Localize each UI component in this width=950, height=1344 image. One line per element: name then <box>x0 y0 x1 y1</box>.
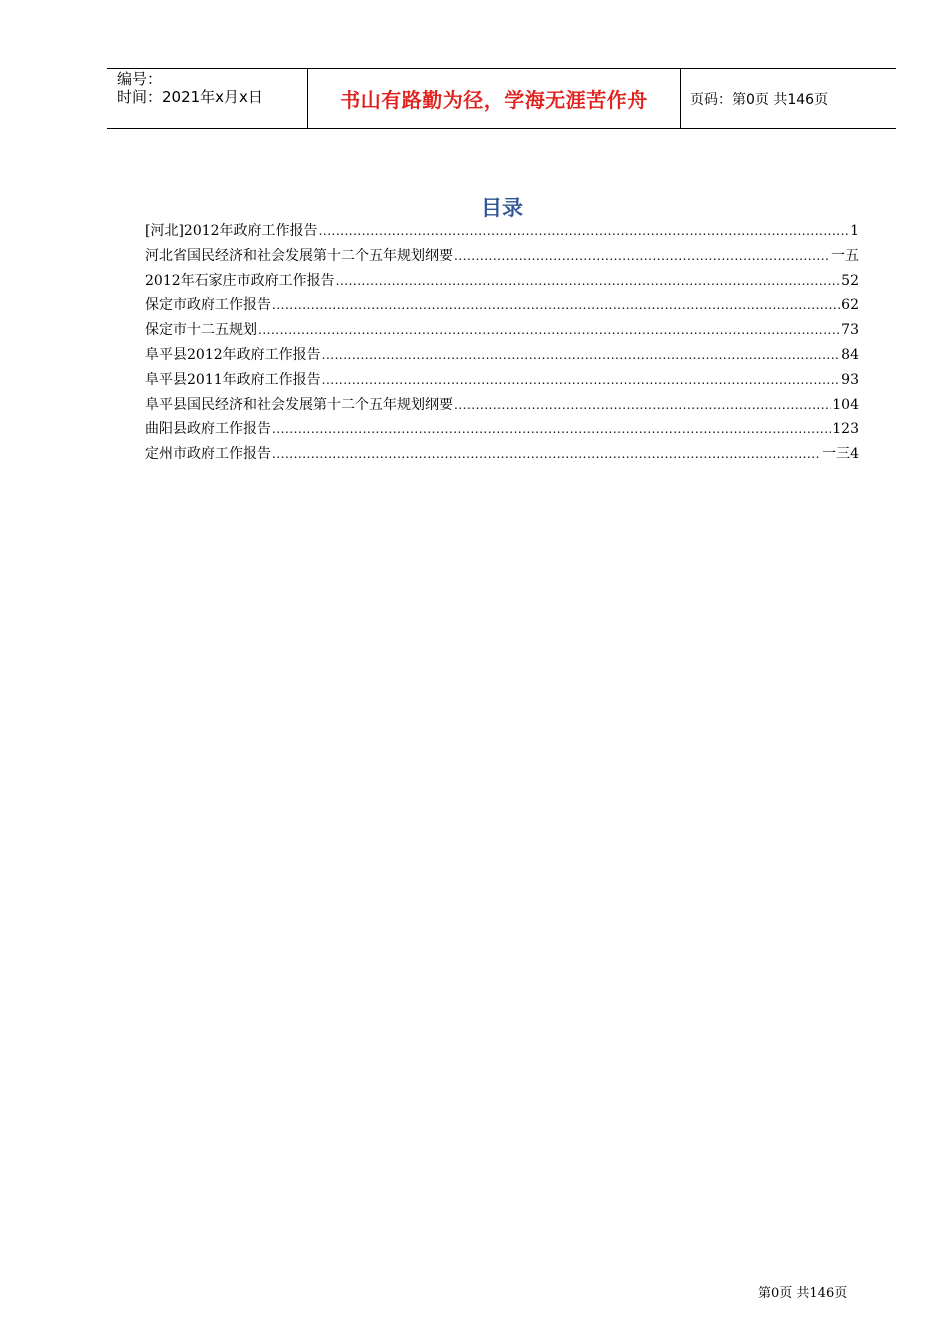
toc-entry[interactable] <box>145 368 859 393</box>
toc-leader-dots <box>322 368 841 393</box>
toc-entry-page: 123 <box>832 421 859 438</box>
toc-entry-title: 河北省国民经济和社会发展第十二个五年规划纲要 <box>145 247 453 264</box>
toc-entry-page: 93 <box>841 371 859 388</box>
toc-entry[interactable] <box>145 244 859 269</box>
toc-entry-title: 定州市政府工作报告 <box>145 446 271 463</box>
toc-entry-title: 2012年石家庄市政府工作报告 <box>145 272 335 289</box>
toc-entry-title: 保定市十二五规划 <box>145 322 257 339</box>
toc-entry[interactable] <box>145 393 859 418</box>
page-header <box>107 68 896 129</box>
toc-entry-page: 1 <box>850 223 859 239</box>
toc-title: 目录 <box>481 196 523 220</box>
toc-entry-page: 62 <box>841 297 859 314</box>
document-date-label: 时间：2021年x月x日 <box>117 88 263 106</box>
toc-leader-dots <box>272 442 821 467</box>
header-motto: 书山有路勤为径，学海无涯苦作舟 <box>340 88 648 112</box>
toc-entry-title: 曲阳县政府工作报告 <box>145 421 271 438</box>
toc-entry[interactable] <box>145 343 859 368</box>
toc-entry-page: 一三4 <box>822 446 859 463</box>
toc-leader-dots <box>336 269 841 294</box>
toc-entry[interactable] <box>145 442 859 467</box>
toc-leader-dots <box>454 244 830 269</box>
toc-entry[interactable] <box>145 219 859 244</box>
toc-entry-title: 保定市政府工作报告 <box>145 297 271 314</box>
toc-leader-dots <box>272 293 840 318</box>
toc-leader-dots <box>454 393 831 418</box>
toc-entry[interactable] <box>145 269 859 294</box>
toc-entry-title: 阜平县国民经济和社会发展第十二个五年规划纲要 <box>145 396 453 413</box>
toc-entry-title: 阜平县2012年政府工作报告 <box>145 346 321 363</box>
toc-entry-page: 52 <box>841 272 859 289</box>
toc-entry-title: 阜平县2011年政府工作报告 <box>145 371 321 388</box>
toc-entry[interactable] <box>145 293 859 318</box>
toc-leader-dots <box>258 318 840 343</box>
document-number-label: 编号： <box>117 70 163 88</box>
toc-entry[interactable] <box>145 318 859 343</box>
toc-entry[interactable] <box>145 417 859 442</box>
toc-entry-page: 104 <box>832 396 859 413</box>
toc-leader-dots <box>319 219 850 244</box>
toc-entry-page: 84 <box>841 346 859 363</box>
header-page-cell <box>681 69 896 128</box>
toc-entry-page: 73 <box>841 322 859 339</box>
toc-entry-title: [河北]2012年政府工作报告 <box>145 223 318 239</box>
header-page-info: 页码：第0页 共146页 <box>690 91 829 108</box>
header-motto-cell <box>308 69 681 128</box>
page-footer: 第0页 共146页 <box>758 1286 848 1301</box>
header-meta-cell <box>107 69 308 128</box>
toc-entry-page: 一五 <box>831 247 859 264</box>
toc-leader-dots <box>272 417 831 442</box>
table-of-contents <box>145 219 859 467</box>
toc-leader-dots <box>322 343 841 368</box>
